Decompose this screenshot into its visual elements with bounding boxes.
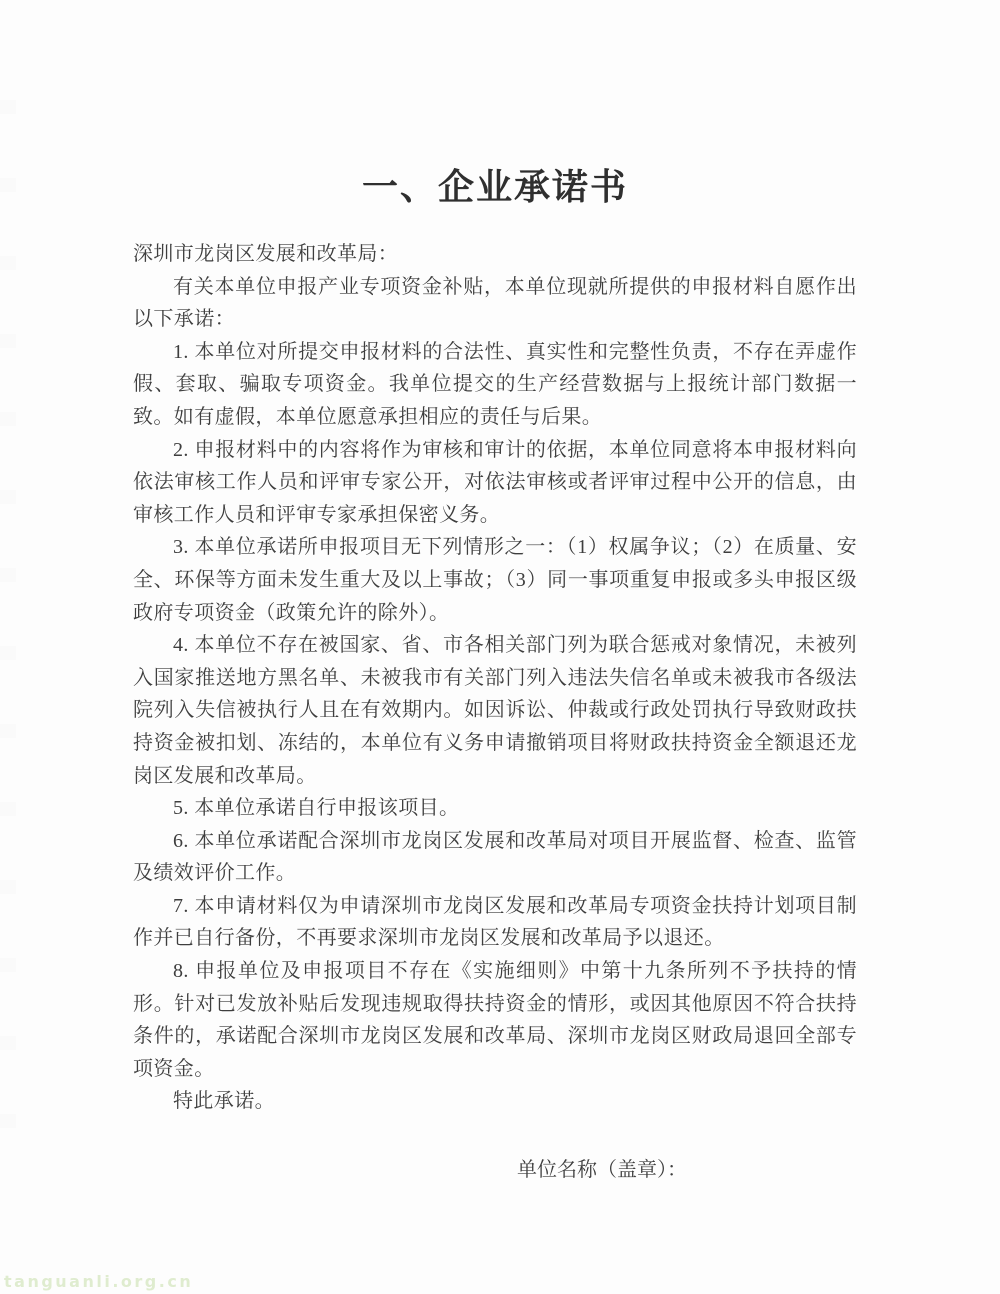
intro-paragraph: 有关本单位申报产业专项资金补贴，本单位现就所提供的申报材料自愿作出以下承诺： [133, 275, 857, 331]
left-edge-scan-smudges [0, 100, 16, 1150]
commitment-item-4: 4. 本单位不存在被国家、省、市各相关部门列为联合惩戒对象情况，未被列入国家推送地方黑名单、未被我市有关部门列入违法失信名单或未被我市各级法院列入失信被执行人且在有效期内。如因诉讼、仲裁或行政处罚执行导致财政扶持资金被扣划、冻结的，本单位有义务申请撤销项目将财政扶持资金全额退还龙岗区发展和改革局。 [133, 634, 857, 787]
commitment-item-2: 2. 申报材料中的内容将作为审核和审计的依据，本单位同意将本申报材料向依法审核工作人员和评审专家公开，对依法审核或者评审过程中公开的信息，由审核工作人员和评审专家承担保密义务。 [133, 438, 857, 526]
commitment-item-7: 7. 本申请材料仅为申请深圳市龙岗区发展和改革局专项资金扶持计划项目制作并已自行备份，不再要求深圳市龙岗区发展和改革局予以退还。 [133, 894, 857, 950]
signature-row [133, 1154, 857, 1187]
commitment-item-5: 5. 本单位承诺自行申报该项目。 [173, 797, 460, 820]
signature-label: 单位名称（盖章）： [517, 1159, 687, 1182]
closing-line: 特此承诺。 [173, 1090, 275, 1113]
commitment-item-8: 8. 申报单位及申报项目不存在《实施细则》中第十九条所列不予扶持的情形。针对已发放补贴后发现违规取得扶持资金的情形，或因其他原因不符合扶持条件的，承诺配合深圳市龙岗区发展和改革局、深圳市龙岗区财政局退回全部专项资金。 [133, 960, 857, 1080]
greeting-line: 深圳市龙岗区发展和改革局： [133, 243, 399, 265]
site-watermark: tanguanli.org.cn [4, 1272, 194, 1291]
commitment-item-3: 3. 本单位承诺所申报项目无下列情形之一：（1）权属争议；（2）在质量、安全、环保等方面未发生重大及以上事故；（3）同一事项重复申报或多头申报区级政府专项资金（政策允许的除外）。 [133, 536, 857, 624]
commitment-item-1: 1. 本单位对所提交申报材料的合法性、真实性和完整性负责，不存在弄虚作假、套取、骗取专项资金。我单位提交的生产经营数据与上报统计部门数据一致。如有虚假，本单位愿意承担相应的责任与后果。 [133, 340, 857, 428]
commitment-item-6: 6. 本单位承诺配合深圳市龙岗区发展和改革局对项目开展监督、检查、监管及绩效评价工作。 [133, 829, 857, 885]
document-title: 一、企业承诺书 [361, 167, 628, 207]
commitment-letter [133, 164, 857, 1187]
